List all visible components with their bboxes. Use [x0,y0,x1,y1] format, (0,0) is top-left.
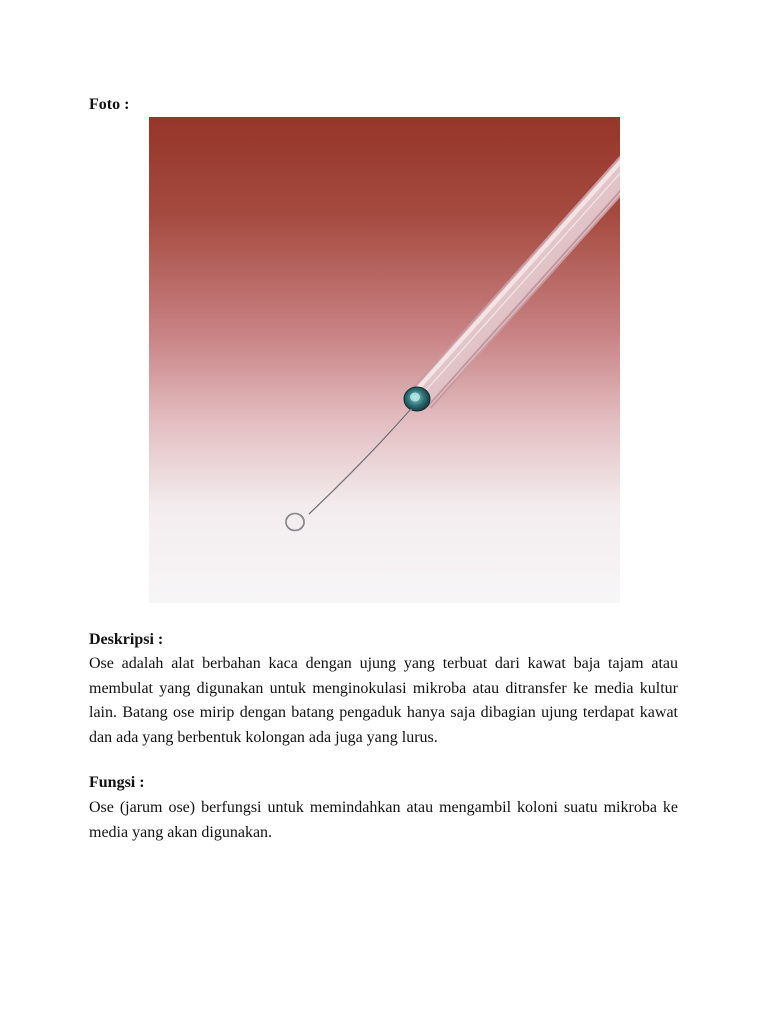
inoculating-loop-icon [149,117,620,603]
fungsi-paragraph: Ose (jarum ose) berfungsi untuk memindahkan atau mengambil koloni suatu mikroba ke media yang akan digunakan. [89,799,678,841]
photo-background [149,117,620,603]
foto-heading: Foto : [89,96,130,113]
deskripsi-paragraph: Ose adalah alat berbahan kaca dengan ujung yang terbuat dari kawat baja tajam atau membulat yang digunakan untuk menginokulasi mikroba atau ditransfer ke media kultur lain. Batang ose mirip dengan batang pengaduk hanya saja dibagian ujung terdapat kawat dan ada yang berbentuk kolongan ada juga yang lurus. [89,655,678,746]
fungsi-heading: Fungsi : [89,774,145,791]
inoculating-loop-photo [149,117,620,603]
rod-metal-cap [404,387,430,411]
deskripsi-heading: Deskripsi : [89,631,164,648]
